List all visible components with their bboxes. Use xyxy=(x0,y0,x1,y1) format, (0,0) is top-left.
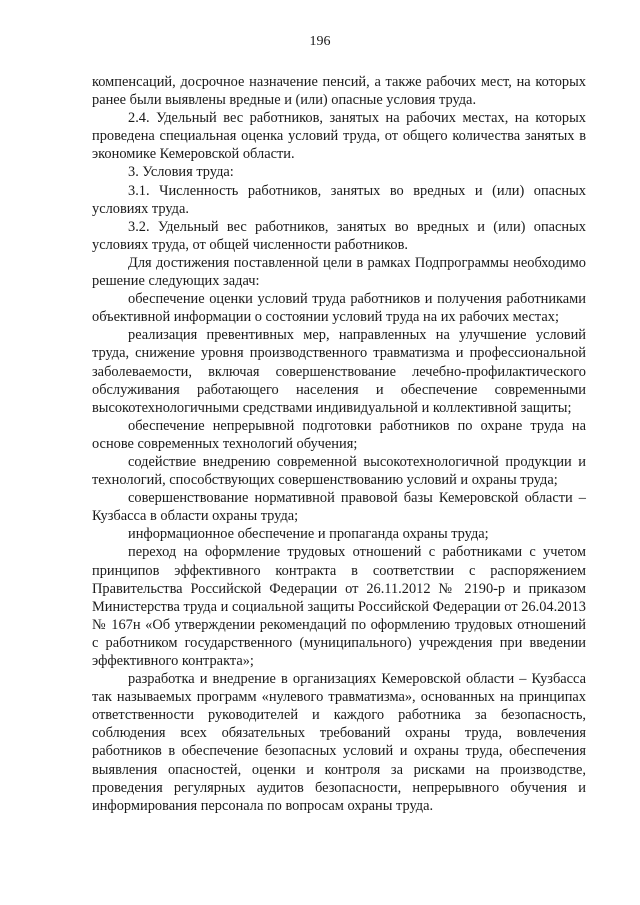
paragraph: обеспечение оценки условий труда работников и получения работниками объективной информации о состоянии условий труда на их рабочих местах; xyxy=(92,291,586,326)
paragraph: реализация превентивных мер, направленных на улучшение условий труда, снижение уровня производственного травматизма и профессиональной заболеваемости, включая совершенствование лечебно-профилактического обслуживания работающего населения и обеспечение современными высокотехнологичными средствами индивидуальной и коллективной защиты; xyxy=(92,327,586,416)
paragraph: совершенствование нормативной правовой базы Кемеровской области – Кузбасса в области охраны труда; xyxy=(92,490,586,525)
paragraph: переход на оформление трудовых отношений с работниками с учетом принципов эффективного контракта в соответствии с распоряжением Правительства Российской Федерации от 26.11.2012 № 2190-р и приказом Министерства труда и социальной защиты Российской Федерации от 26.04.2013 № 167н «Об утверждении рекомендаций по оформлению трудовых отношений с работником государственного (муниципального) учреждения при введении эффективного контракта»; xyxy=(92,544,586,669)
paragraph: 3.1. Численность работников, занятых во вредных и (или) опасных условиях труда. xyxy=(92,182,586,217)
paragraph: содействие внедрению современной высокотехнологичной продукции и технологий, способствующих совершенствованию условий и охраны труда; xyxy=(92,453,586,489)
page-body xyxy=(92,73,586,815)
paragraph: компенсаций, досрочное назначение пенсий, а также рабочих мест, на которых ранее были выявлены вредные и (или) опасные условия труда. xyxy=(92,74,586,109)
paragraph: обеспечение непрерывной подготовки работников по охране труда на основе современных технологий обучения; xyxy=(92,417,586,452)
page-number: 196 xyxy=(309,34,331,49)
paragraph: Для достижения поставленной цели в рамках Подпрограммы необходимо решение следующих задач: xyxy=(92,254,586,290)
paragraph: разработка и внедрение в организациях Кемеровской области – Кузбасса так называемых программ «нулевого травматизма», основанных на принципах ответственности руководителей и каждого работника за безопасность, соблюдения всех обязательных требований охраны труда, вовлечения работников в обеспечение безопасных условий и охраны труда, обеспечения выявления опасностей, оценки и контроля за рисками на производстве, проведения регулярных аудитов безопасности, непрерывного обучения и информирования персонала по вопросам охраны труда. xyxy=(92,671,586,814)
paragraph: 2.4. Удельный вес работников, занятых на рабочих местах, на которых проведена специальная оценка условий труда, от общего количества занятых в экономике Кемеровской области. xyxy=(92,110,586,163)
paragraph: 3. Условия труда: xyxy=(128,164,234,181)
paragraph: информационное обеспечение и пропаганда охраны труда; xyxy=(128,526,489,543)
paragraph: 3.2. Удельный вес работников, занятых во вредных и (или) опасных условиях труда, от общей численности работников. xyxy=(92,218,586,253)
